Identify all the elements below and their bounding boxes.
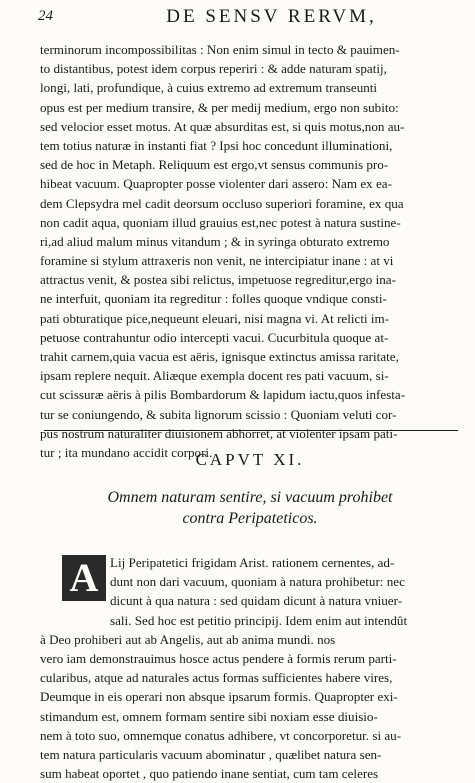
text-line: dem Clepsydra mel cadit deorsum occluso superiori foramine, ex qua (40, 195, 404, 211)
text-line: tur se coniungendo, & subita lignorum scissio : Quoniam veluti cor- (40, 406, 397, 422)
text-line: trahit carnem,quia vacua est aëris, ignisque extinctus amissa raritate, (40, 349, 399, 364)
text-line: vero iam demonstrauimus hosce actus pendere à formis rerum parti- (40, 650, 397, 666)
paragraph-2 (40, 553, 460, 783)
text-line: ne interfuit, quoniam ita regreditur : folles quoque vndique consti- (40, 291, 387, 307)
text-line: tur ; ita mundano accidit corpori. (40, 444, 213, 460)
text-line: non cadit aqua, quoniam illud grauius est,nec potest à natura sustine- (40, 214, 401, 230)
text-line: à Deo prohiberi aut ab Angelis, aut ab anima mundi. nos (40, 631, 336, 647)
text-line: tem totius naturæ in instanti fiat ? Ipsi hoc concedunt illuminationi, (40, 137, 393, 153)
running-title: DE SENSV RERVM, (166, 6, 377, 27)
running-header (38, 6, 455, 30)
text-line: sed velocior esset motus. At quæ absurditas est, si quis motus,non au- (40, 118, 405, 134)
text-line: cularibus, atque ad naturales actus formas sufficientes habere vires, (40, 670, 393, 686)
subtitle-line: Omnem naturam sentire, si vacuum prohibet (107, 489, 393, 506)
drop-cap: A (62, 555, 106, 601)
subtitle-line: contra Peripateticos. (182, 510, 318, 527)
text-line: hibeat vacuum. Quapropter posse violenter dari assero: Nam ex ea- (40, 176, 392, 192)
text-line: attractus venit, & postea sibi relictus, impetuose regreditur,ergo ina- (40, 272, 396, 288)
text-line: tem natura particularis vacuum abominatur , quælibet natura sen- (40, 746, 382, 762)
text-line: Deumque in eis operari non absque ipsarum formis. Quapropter exi- (40, 689, 398, 705)
text-line: Lij Peripatetici frigidam Arist. rationem cernentes, ad- (110, 555, 395, 570)
text-line: dicunt à qua natura : sed quidam dicunt à natura vniuer- (110, 593, 403, 609)
text-line: cut scissuræ aëris à pilis Bombardorum & lapidum iactu,quos infesta- (40, 387, 406, 403)
chapter-heading: CAPVT XI. (195, 450, 305, 469)
chapter-subtitle (40, 487, 460, 529)
text-line: ri,ad aliud malum minus vitandum ; & in syringa obturato extremo (40, 233, 390, 249)
text-line: sali. Sed hoc est petitio principij. Idem enim aut intendût (110, 612, 408, 628)
text-line: dunt non dari vacuum, quoniam à natura prohibetur: nec (110, 574, 405, 590)
text-line: stimandum est, omnem formam sentire sibi noxiam esse diuisio- (40, 708, 378, 724)
text-line: ipsam replere nequit. Aliæque exempla docent res pati vacuum, si- (40, 368, 389, 384)
text-line: pati obturatique pice,nequeunt eleuari, nisi magna vi. At relicti im- (40, 310, 390, 326)
text-line: opus est per medium transire, & per medij medium, ergo non subito: (40, 99, 399, 115)
text-line: to distantibus, potest idem corpus reperiri : & adde naturam spatij, (40, 61, 387, 77)
text-line: longi, lati, profundique, à cuius extremo ad extremum transeunti (40, 80, 378, 96)
text-line: petuose contrahuntur odio intercepti vacui. Cucurbitula quoque at- (40, 329, 389, 345)
page-number: 24 (38, 8, 53, 24)
text-line: nem à toto suo, omnemque conatus adhibere, vt concorporetur. si au- (40, 727, 402, 743)
text-line: foramine si stylum attraxeris non venit, ne intercipiatur inane : at vi (40, 253, 394, 269)
text-line: sum habeat oportet , quo patiendo inane sentiat, cum tam celeres (40, 766, 379, 782)
paragraph-1 (40, 40, 460, 462)
text-line: pus nostrum naturaliter diuisionem abhorret, at violenter ipsam pati- (40, 425, 398, 441)
text-line: sed de hoc in Metaph. Reliquum est ergo,vt sensus communis pro- (40, 157, 389, 173)
text-line: terminorum incompossibilitas : Non enim simul in tecto & pauimen- (40, 42, 400, 57)
section-divider (44, 430, 458, 431)
